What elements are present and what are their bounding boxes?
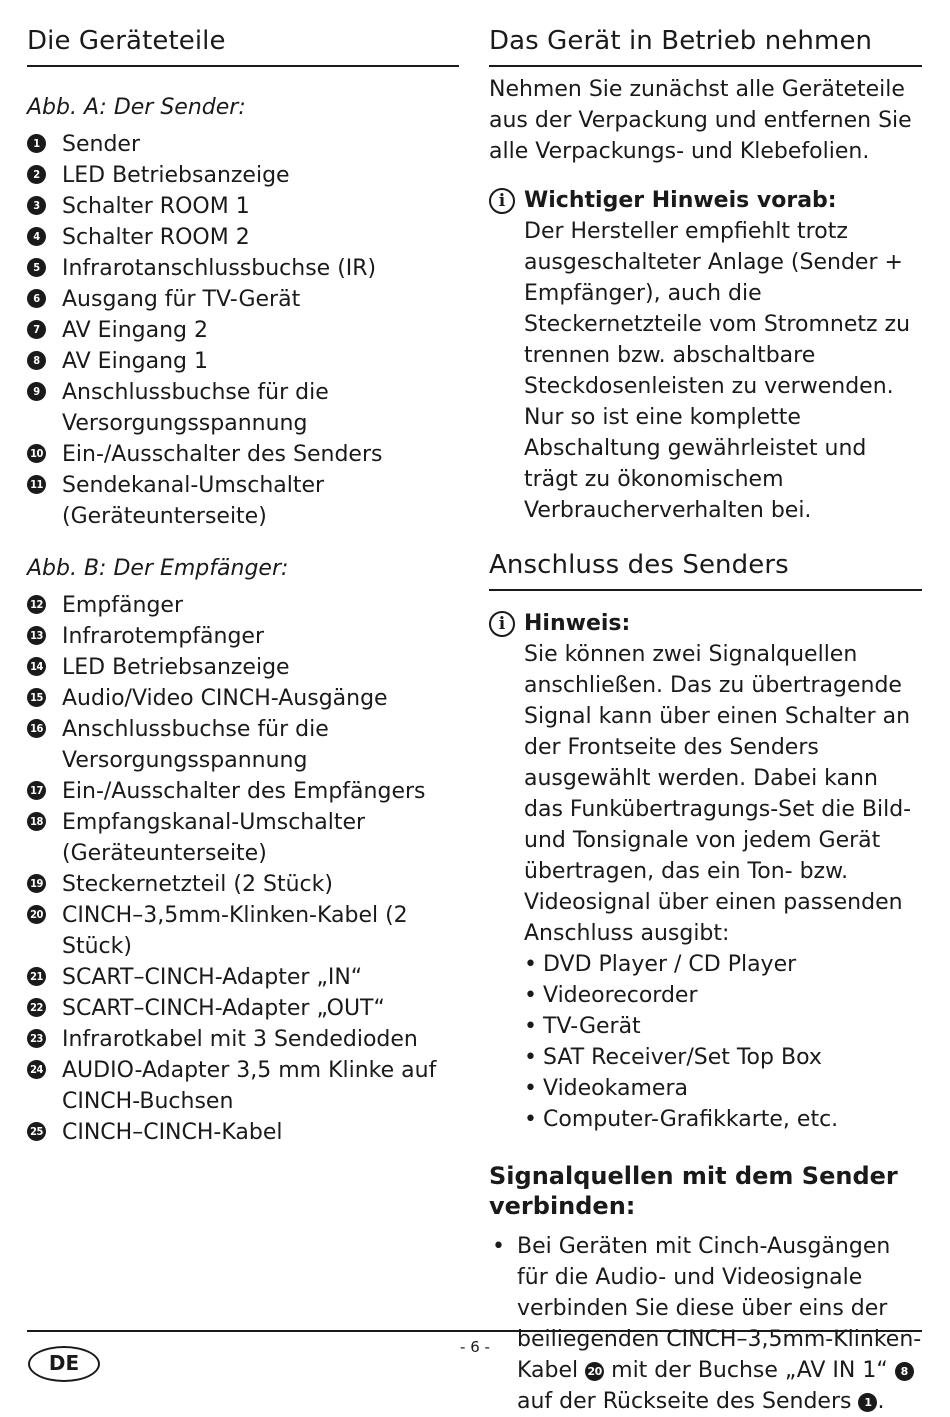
list-item	[27, 222, 459, 253]
list-item	[27, 253, 459, 284]
section-heading-connect-sender: Anschluss des Senders	[489, 546, 922, 591]
list-item	[524, 1073, 922, 1104]
list-item	[27, 1055, 459, 1117]
list-item	[27, 1117, 459, 1148]
list-item	[27, 439, 459, 470]
part-label: Sender	[62, 132, 140, 157]
figure-b-parts-list	[27, 590, 459, 1148]
list-item	[27, 160, 459, 191]
number-badge: 2	[27, 165, 46, 184]
list-item	[27, 869, 459, 900]
list-item	[27, 1024, 459, 1055]
ref-number-badge: 1	[858, 1393, 877, 1412]
connect-steps-list	[489, 1231, 922, 1417]
section-heading-startup: Das Gerät in Betrieb nehmen	[489, 22, 922, 67]
bullet-icon: •	[524, 1014, 537, 1039]
list-item	[27, 315, 459, 346]
number-badge: 11	[27, 475, 46, 494]
list-item	[27, 714, 459, 776]
source-label: Videokamera	[543, 1076, 688, 1101]
part-label: SCART–CINCH-Adapter „OUT“	[62, 996, 385, 1021]
part-label: AUDIO-Adapter 3,5 mm Klinke auf CINCH-Buchsen	[62, 1058, 437, 1114]
list-item	[27, 470, 459, 532]
bullet-icon: •	[524, 1076, 537, 1101]
number-badge: 19	[27, 874, 46, 893]
page-number: - 6 -	[460, 1338, 490, 1356]
important-note	[489, 185, 922, 526]
step-text: mit der Buchse „AV IN 1“	[611, 1358, 888, 1383]
left-column	[27, 22, 459, 1148]
part-label: Empfangskanal-Umschalter (Geräteunterseite)	[62, 810, 366, 866]
part-label: AV Eingang 1	[62, 349, 208, 374]
list-item	[27, 346, 459, 377]
signal-sources-list	[524, 949, 922, 1135]
figure-a-title: Abb. A: Der Sender:	[27, 95, 246, 120]
bullet-icon: •	[524, 1107, 537, 1132]
list-item	[27, 590, 459, 621]
list-item	[27, 962, 459, 993]
source-label: Videorecorder	[543, 983, 698, 1008]
ref-number-badge: 20	[585, 1362, 604, 1381]
info-icon: i	[489, 611, 515, 637]
ref-number-badge: 8	[895, 1362, 914, 1381]
number-badge: 6	[27, 289, 46, 308]
number-badge: 10	[27, 444, 46, 463]
number-badge: 4	[27, 227, 46, 246]
part-label: Ein-/Ausschalter des Senders	[62, 442, 383, 467]
number-badge: 22	[27, 998, 46, 1017]
number-badge: 14	[27, 657, 46, 676]
list-item	[524, 1104, 922, 1135]
list-item	[27, 900, 459, 962]
number-badge: 18	[27, 812, 46, 831]
info-icon: i	[489, 188, 515, 214]
number-badge: 25	[27, 1122, 46, 1141]
part-label: Schalter ROOM 1	[62, 194, 250, 219]
number-badge: 7	[27, 320, 46, 339]
number-badge: 17	[27, 781, 46, 800]
list-item	[27, 807, 459, 869]
number-badge: 23	[27, 1029, 46, 1048]
number-badge: 9	[27, 382, 46, 401]
part-label: Sendekanal-Umschalter (Geräteunterseite)	[62, 473, 325, 529]
bullet-icon: •	[524, 983, 537, 1008]
list-item	[524, 1011, 922, 1042]
intro-paragraph: Nehmen Sie zunächst alle Geräteteile aus der Verpackung und entfernen Sie alle Verpackungs- und Klebefolien.	[489, 77, 912, 164]
part-label: Ein-/Ausschalter des Empfängers	[62, 779, 426, 804]
step-text: auf der Rückseite des Senders	[517, 1389, 852, 1414]
number-badge: 16	[27, 719, 46, 738]
source-label: SAT Receiver/Set Top Box	[543, 1045, 822, 1070]
number-badge: 8	[27, 351, 46, 370]
hint-note-text: Sie können zwei Signalquellen anschließen. Das zu übertragende Signal kann über einen Schalter an der Frontseite des Senders ausgewählt werden. Dabei kann das Funkübertragungs-Set die Bild- und Tonsignale von jedem Gerät übertragen, das ein Ton- bzw. Videosignal über einen passenden Anschluss ausgibt:	[524, 642, 912, 946]
step-text: .	[877, 1389, 885, 1414]
part-label: CINCH–CINCH-Kabel	[62, 1120, 283, 1145]
source-label: Computer-Grafikkarte, etc.	[543, 1107, 839, 1132]
list-item	[27, 377, 459, 439]
number-badge: 12	[27, 595, 46, 614]
part-label: LED Betriebsanzeige	[62, 655, 290, 680]
part-label: Empfänger	[62, 593, 184, 618]
step-text: Bei Geräten mit Cinch-Ausgängen für die Audio- und Videosignale verbinden Sie diese über eins der beiliegenden CINCH–3,5mm-Klinken-Kabel	[517, 1234, 922, 1383]
bullet-icon: •	[524, 952, 537, 977]
bullet-icon: •	[492, 1234, 505, 1259]
number-badge: 13	[27, 626, 46, 645]
part-label: Audio/Video CINCH-Ausgänge	[62, 686, 388, 711]
part-label: LED Betriebsanzeige	[62, 163, 290, 188]
bullet-icon: •	[524, 1045, 537, 1070]
number-badge: 15	[27, 688, 46, 707]
important-note-text: Der Hersteller empfiehlt trotz ausgeschalteter Anlage (Sender + Empfänger), auch die Steckernetzteile vom Stromnetz zu trennen bzw. abschaltbare Steckdosenleisten zu verwenden. Nur so ist eine komplette Abschaltung gewährleistet und trägt zu ökonomischem Verbraucherverhalten bei.	[524, 219, 911, 523]
list-item	[27, 191, 459, 222]
figure-a-parts-list	[27, 129, 459, 532]
number-badge: 1	[27, 134, 46, 153]
part-label: Infrarotempfänger	[62, 624, 264, 649]
footer-rule	[27, 1330, 922, 1332]
number-badge: 5	[27, 258, 46, 277]
number-badge: 24	[27, 1060, 46, 1079]
source-label: DVD Player / CD Player	[543, 952, 797, 977]
list-item	[27, 993, 459, 1024]
list-item	[489, 1231, 922, 1417]
part-label: Ausgang für TV-Gerät	[62, 287, 301, 312]
list-item	[27, 129, 459, 160]
part-label: CINCH–3,5mm-Klinken-Kabel (2 Stück)	[62, 903, 408, 959]
list-item	[27, 683, 459, 714]
part-label: Schalter ROOM 2	[62, 225, 250, 250]
right-column	[489, 22, 922, 1417]
language-badge: DE	[28, 1346, 100, 1382]
list-item	[524, 1042, 922, 1073]
part-label: AV Eingang 2	[62, 318, 208, 343]
list-item	[524, 980, 922, 1011]
list-item	[27, 284, 459, 315]
number-badge: 20	[27, 905, 46, 924]
list-item	[27, 776, 459, 807]
number-badge: 21	[27, 967, 46, 986]
part-label: Anschlussbuchse für die Versorgungsspannung	[62, 717, 329, 773]
subheading-connect-sources: Signalquellen mit dem Sender verbinden:	[489, 1162, 898, 1220]
hint-note	[489, 608, 922, 1135]
number-badge: 3	[27, 196, 46, 215]
figure-b-title: Abb. B: Der Empfänger:	[27, 556, 289, 581]
list-item	[524, 949, 922, 980]
part-label: SCART–CINCH-Adapter „IN“	[62, 965, 363, 990]
part-label: Anschlussbuchse für die Versorgungsspannung	[62, 380, 329, 436]
section-heading-parts: Die Geräteteile	[27, 22, 459, 67]
list-item	[27, 652, 459, 683]
source-label: TV-Gerät	[543, 1014, 641, 1039]
important-note-title: Wichtiger Hinweis vorab:	[524, 188, 837, 213]
part-label: Infrarotkabel mit 3 Sendedioden	[62, 1027, 418, 1052]
part-label: Steckernetzteil (2 Stück)	[62, 872, 333, 897]
part-label: Infrarotanschlussbuchse (IR)	[62, 256, 377, 281]
hint-note-title: Hinweis:	[524, 611, 631, 636]
list-item	[27, 621, 459, 652]
